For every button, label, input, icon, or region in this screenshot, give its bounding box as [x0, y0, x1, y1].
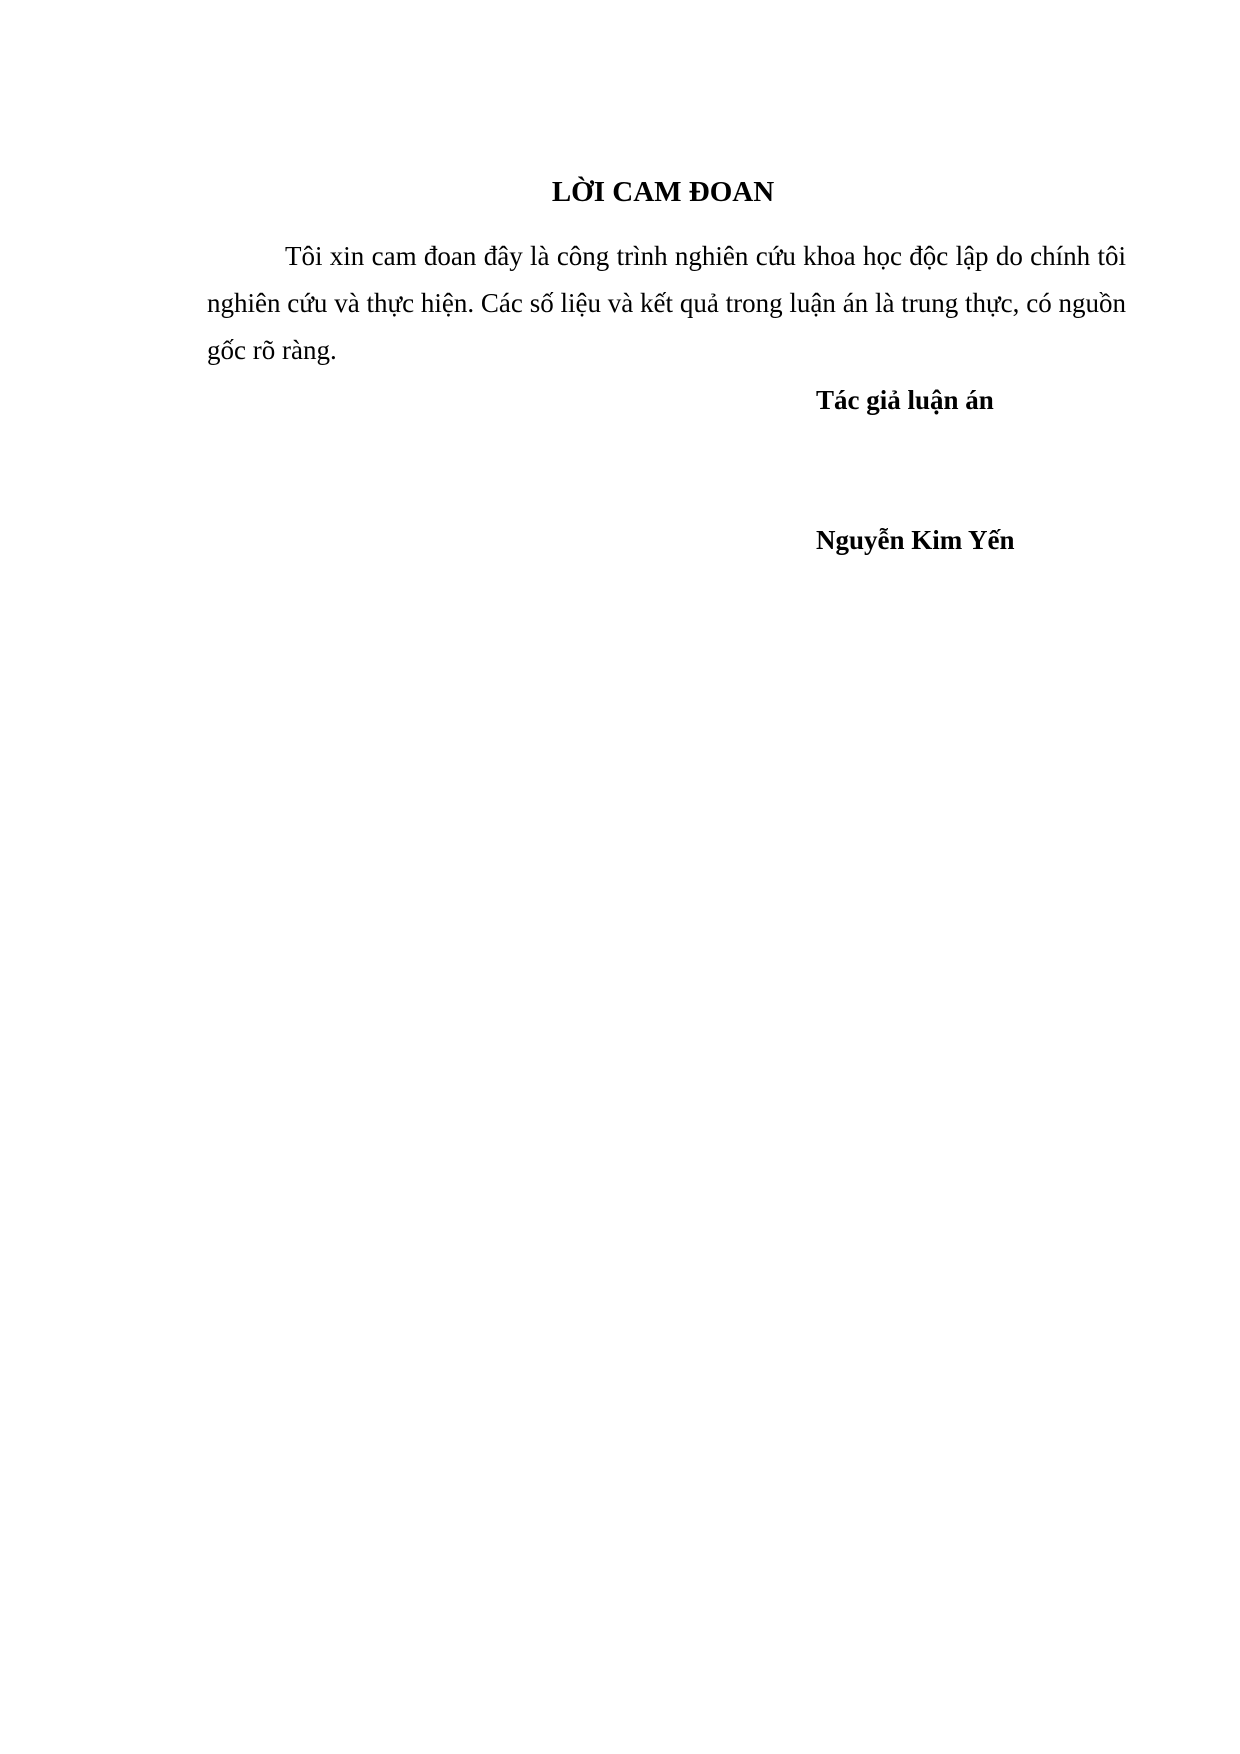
declaration-paragraph: Tôi xin cam đoan đây là công trình nghiên cứu khoa học độc lập do chính tôi nghiên cứu và thực hiện. Các số liệu và kết quả trong luận án là trung thực, có nguồn gốc rõ ràng.: [207, 241, 1126, 365]
signature-name: Nguyễn Kim Yến: [816, 525, 1015, 555]
signature-role: Tác giả luận án: [816, 385, 994, 415]
page-title: LỜI CAM ĐOAN: [551, 176, 775, 208]
